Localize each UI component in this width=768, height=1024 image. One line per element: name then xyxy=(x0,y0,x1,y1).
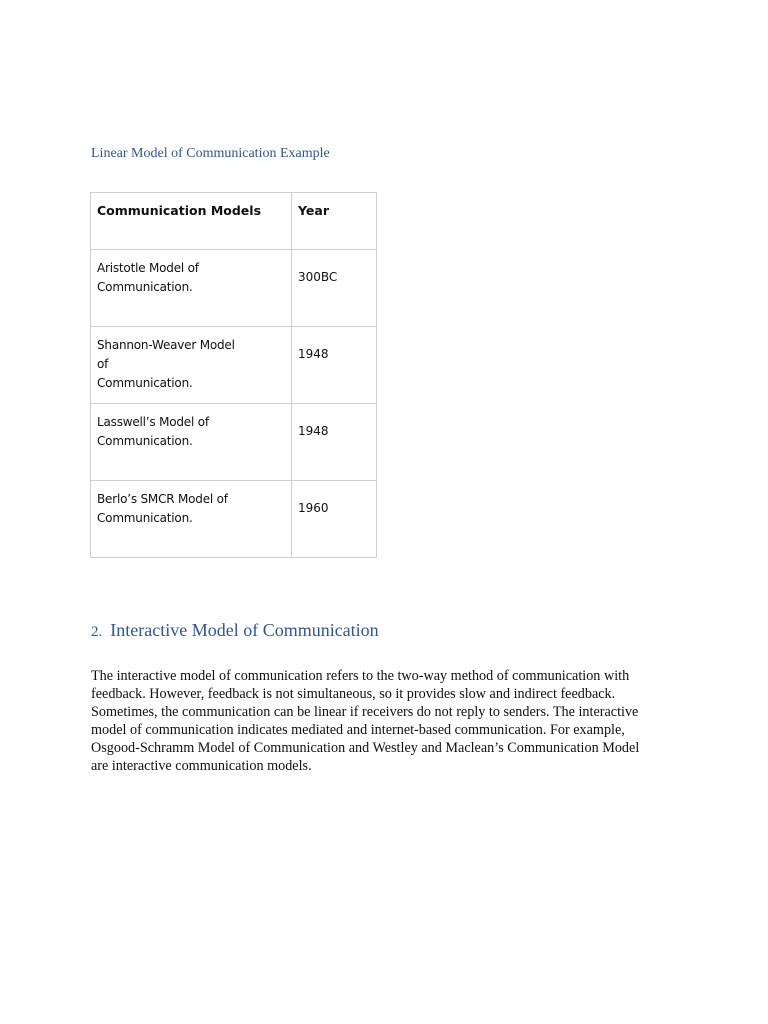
table-row xyxy=(91,404,377,481)
paragraph-line: feedback. However, feedback is not simultaneous, so it provides slow and indirect feedback. xyxy=(91,686,616,702)
model-name-line2: Communication. xyxy=(97,511,193,525)
year-cell: 300BC xyxy=(292,250,377,327)
model-name-line2: Communication. xyxy=(97,376,193,390)
model-name-line1: Shannon-Weaver Model of xyxy=(97,338,235,371)
section-heading xyxy=(91,616,379,643)
section-title: Interactive Model of Communication xyxy=(110,620,379,640)
table-header-row xyxy=(91,193,377,250)
table-row xyxy=(91,481,377,558)
year-cell: 1960 xyxy=(292,481,377,558)
year-cell: 1948 xyxy=(292,404,377,481)
column-header-year: Year xyxy=(292,193,377,250)
paragraph-line: are interactive communication models. xyxy=(91,758,312,774)
paragraph-line: model of communication indicates mediated and internet-based communication. For example, xyxy=(91,722,625,738)
table-row xyxy=(91,327,377,404)
section-number: 2. xyxy=(91,624,103,640)
column-header-models: Communication Models xyxy=(91,193,292,250)
model-cell xyxy=(91,404,292,481)
model-name-line1: Aristotle Model of xyxy=(97,261,199,275)
model-name-line2: Communication. xyxy=(97,280,193,294)
body-paragraph xyxy=(91,667,691,775)
model-cell xyxy=(91,327,292,404)
model-name-line2: Communication. xyxy=(97,434,193,448)
paragraph-line: The interactive model of communication refers to the two-way method of communication with xyxy=(91,668,630,684)
table-caption: Linear Model of Communication Example xyxy=(91,146,330,161)
model-cell xyxy=(91,481,292,558)
communication-models-table xyxy=(90,192,377,558)
paragraph-line: Osgood-Schramm Model of Communication and Westley and Maclean’s Communication Model xyxy=(91,740,640,756)
year-cell: 1948 xyxy=(292,327,377,404)
model-name-line1: Lasswell’s Model of xyxy=(97,415,209,429)
model-cell xyxy=(91,250,292,327)
paragraph-line: Sometimes, the communication can be linear if receivers do not reply to senders. The interactive xyxy=(91,704,639,720)
model-name-line1: Berlo’s SMCR Model of xyxy=(97,492,228,506)
table-row xyxy=(91,250,377,327)
